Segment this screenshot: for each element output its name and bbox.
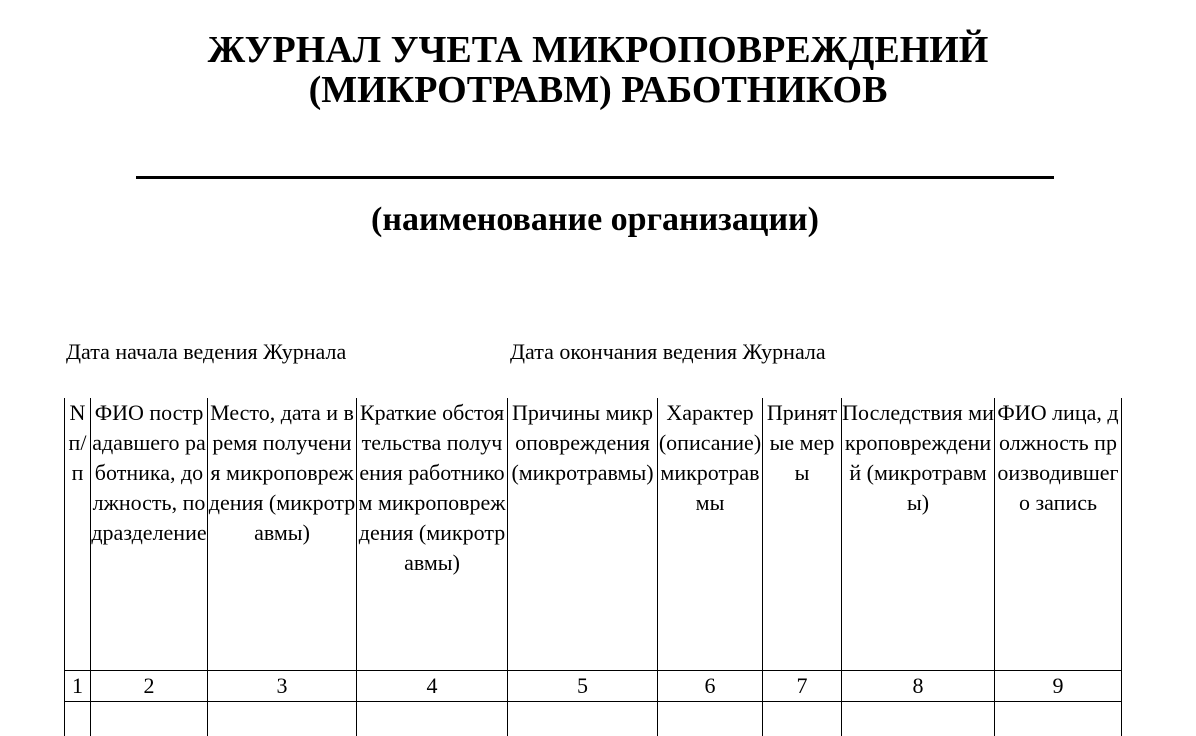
journal-table (64, 398, 1122, 736)
header-cell-circumstances: Краткие обстоятельства получения работником микроповреждения (микротравмы) (357, 398, 508, 671)
header-cell-number: N п/п (65, 398, 91, 671)
organization-name-line (136, 176, 1054, 179)
table-cell[interactable] (842, 702, 995, 736)
table-cell[interactable] (208, 702, 357, 736)
document-title-line-1: ЖУРНАЛ УЧЕТА МИКРОПОВРЕЖДЕНИЙ (0, 30, 1196, 70)
column-number-5: 5 (508, 671, 658, 702)
column-number-3: 3 (208, 671, 357, 702)
table-header-row (65, 398, 1122, 671)
header-cell-consequences: Последствия микроповреждений (микротравмы) (842, 398, 995, 671)
table-cell[interactable] (658, 702, 763, 736)
journal-end-date-label: Дата окончания ведения Журнала (510, 338, 826, 366)
document-title (0, 30, 1196, 110)
journal-start-date-label: Дата начала ведения Журнала (66, 338, 346, 366)
table-cell[interactable] (65, 702, 91, 736)
column-number-6: 6 (658, 671, 763, 702)
table-row (65, 702, 1122, 736)
column-number-1: 1 (65, 671, 91, 702)
table-cell[interactable] (508, 702, 658, 736)
organization-name-label: (наименование организации) (0, 200, 1190, 240)
table-column-number-row (65, 671, 1122, 702)
table-cell[interactable] (995, 702, 1122, 736)
table-cell[interactable] (357, 702, 508, 736)
header-cell-causes: Причины микроповреждения (микротравмы) (508, 398, 658, 671)
column-number-2: 2 (91, 671, 208, 702)
header-cell-recorder: ФИО лица, должность производившего запись (995, 398, 1122, 671)
column-number-9: 9 (995, 671, 1122, 702)
table-cell[interactable] (763, 702, 842, 736)
column-number-4: 4 (357, 671, 508, 702)
header-cell-place-date-time: Место, дата и время получения микроповреждения (микротравмы) (208, 398, 357, 671)
column-number-7: 7 (763, 671, 842, 702)
header-cell-employee-name: ФИО пострадавшего работника, должность, подразделение (91, 398, 208, 671)
column-number-8: 8 (842, 671, 995, 702)
table-cell[interactable] (91, 702, 208, 736)
document-title-line-2: (МИКРОТРАВМ) РАБОТНИКОВ (0, 70, 1196, 110)
header-cell-measures-taken: Принятые меры (763, 398, 842, 671)
header-cell-injury-nature: Характер (описание) микротравмы (658, 398, 763, 671)
